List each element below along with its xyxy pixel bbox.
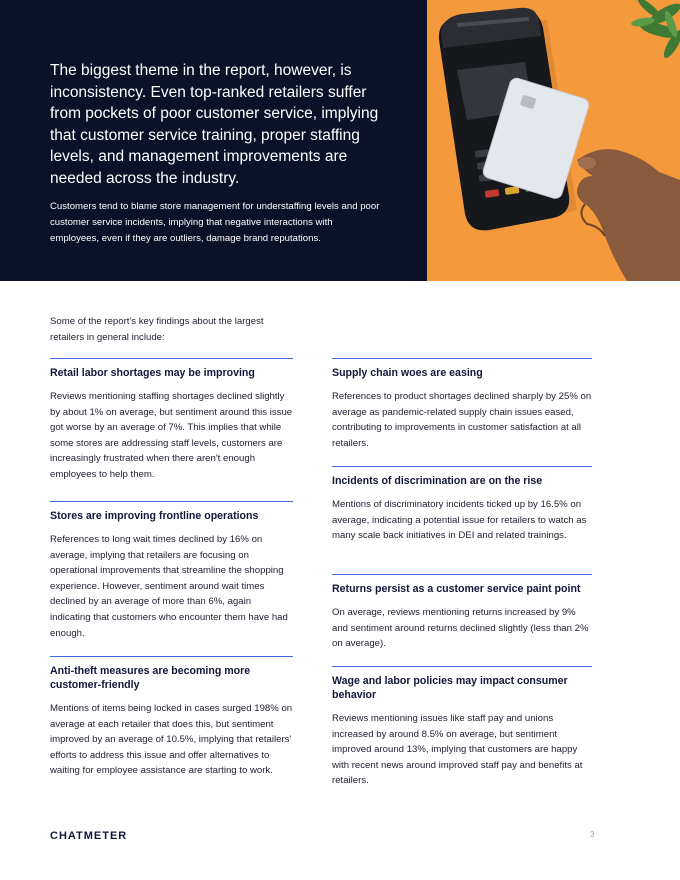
finding-title: Returns persist as a customer service paint point (332, 583, 581, 595)
page-number: 3 (590, 830, 595, 839)
finding-body: References to long wait times declined by 16% on average, implying that retailers are focusing on operational improvements that streamline the shopping experience. However, sentiment around wait times declined by an average of more than 6%, again indicating that customers who encounter them have had enough. (50, 534, 288, 639)
hero-lead-text: The biggest theme in the report, however, is inconsistency. Even top-ranked retailers suffer from pockets of poor customer service, implying that customer service training, proper staffing levels, and management improvements are needed across the industry. (50, 62, 379, 187)
finding-title: Stores are improving frontline operations (50, 510, 259, 522)
finding-body: Reviews mentioning staffing shortages declined slightly by about 1% on average, but sentiment around this issue got worse by an average of 7%. This implies that while some stores are addressing staff levels, customers are increasingly frustrated when there aren't enough employees to help them. (50, 391, 293, 480)
finding-discrimination (332, 466, 592, 544)
finding-frontline-operations (50, 501, 293, 641)
finding-title: Retail labor shortages may be improving (50, 367, 255, 379)
finding-body: Mentions of items being locked in cases surged 198% on average at each retailer that does this, but sentiment improved by an average of 10.5%, implying that retailers' efforts to address this issue and offer alternatives to waiting for employee assistance are starting to work. (50, 703, 293, 777)
hero-text-block (50, 60, 380, 247)
finding-body: On average, reviews mentioning returns increased by 9% and sentiment around returns declined slightly (less than 2% on average). (332, 607, 589, 650)
finding-retail-labor-shortages (50, 358, 293, 483)
finding-title: Anti-theft measures are becoming more customer-friendly (50, 665, 251, 691)
finding-body: Mentions of discriminatory incidents ticked up by 16.5% on average, indicating a potential issue for retailers to watch as many scale back initiatives in DEI and related trainings. (332, 499, 587, 542)
finding-anti-theft-measures (50, 656, 293, 779)
finding-wage-labor-policies (332, 666, 592, 789)
finding-returns (332, 574, 592, 652)
finding-title: Supply chain woes are easing (332, 367, 483, 379)
hero-banner (0, 0, 680, 281)
finding-body: Reviews mentioning issues like staff pay and unions increased by around 8.5% on average, but sentiment improved around 13%, implying that customers are happy with recent news around improved staff pay and benefits at retailers. (332, 713, 583, 787)
finding-supply-chain (332, 358, 592, 451)
finding-body: References to product shortages declined sharply by 25% on average as pandemic-related supply chain issues eased, contributing to improvements in customer satisfaction at all retailers. (332, 391, 592, 449)
hero-sub-text: Customers tend to blame store management for understaffing levels and poor customer service incidents, implying that negative interactions with employees, even if they are outliers, damage brand reputations. (50, 201, 380, 244)
finding-title: Incidents of discrimination are on the rise (332, 475, 543, 487)
intro-text: Some of the report's key findings about the largest retailers in general include: (50, 316, 264, 343)
finding-title: Wage and labor policies may impact consumer behavior (332, 675, 568, 701)
chatmeter-logo: CHATMETER (50, 830, 128, 842)
payment-terminal-photo (427, 0, 680, 281)
